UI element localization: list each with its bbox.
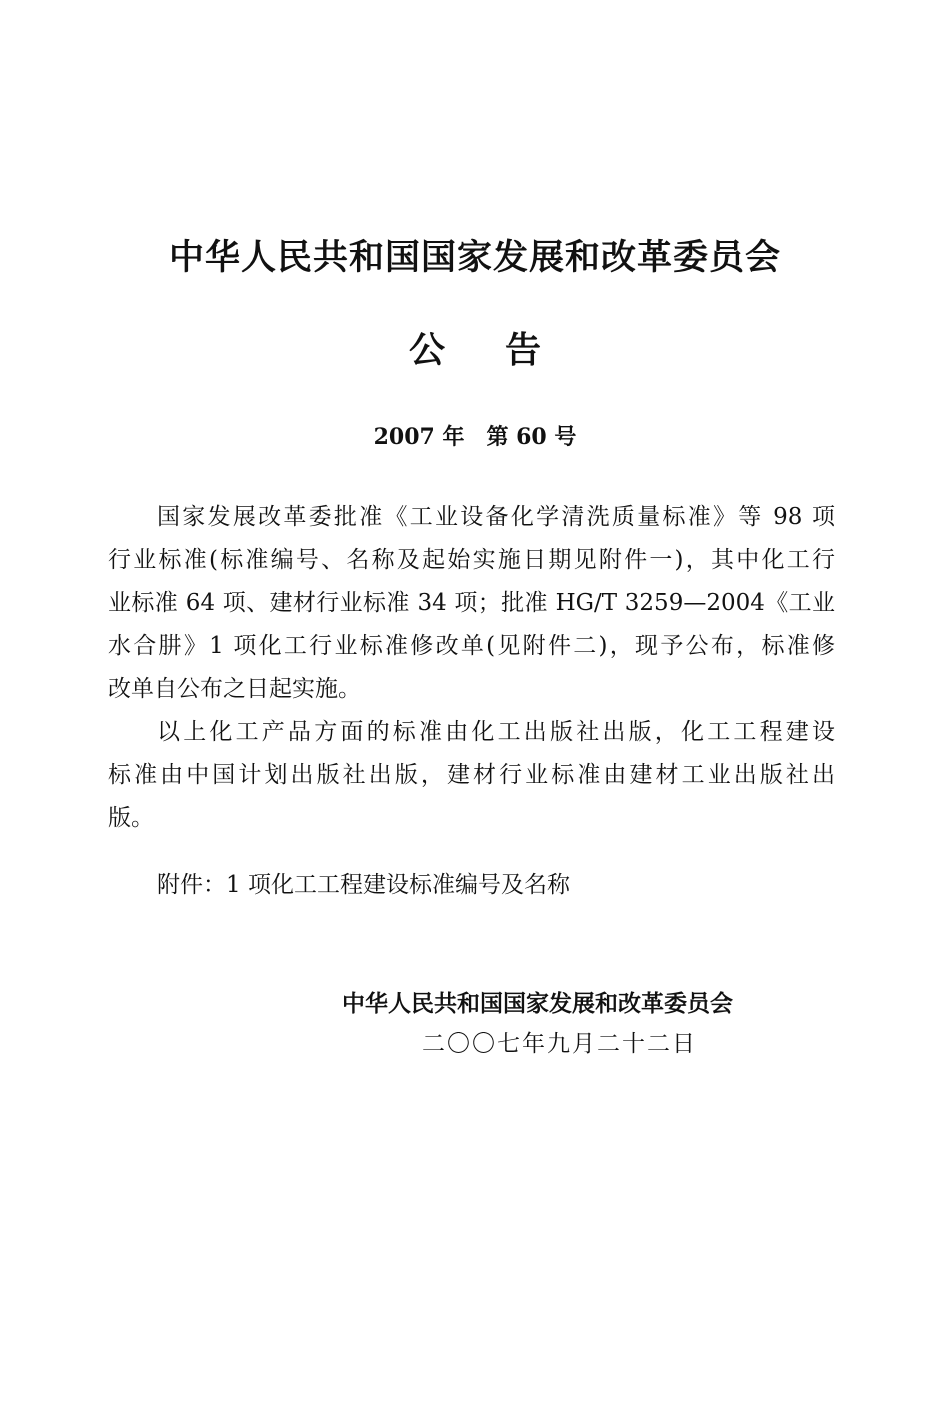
paragraph-2-line: 版。: [108, 805, 154, 831]
announcement-number: 2007 年 第 60 号: [373, 424, 577, 450]
issue-date: 二〇〇七年九月二十二日: [422, 1031, 697, 1057]
paragraph-2-line: 以上化工产品方面的标准由化工出版社出版，化工工程建设: [157, 719, 835, 745]
paragraph-1-line: 行业标准(标准编号、名称及起始实施日期见附件一)，其中化工行: [108, 547, 835, 573]
document-subtitle: 公告: [408, 330, 601, 371]
attachment-line: 附件：1 项化工工程建设标准编号及名称: [157, 872, 570, 898]
paragraph-1-line: 业标准 64 项、建材行业标准 34 项；批准 HG/T 3259—2004《工业: [108, 590, 835, 616]
paragraph-1-line: 改单自公布之日起实施。: [108, 676, 361, 702]
paragraph-1-line: 国家发展改革委批准《工业设备化学清洗质量标准》等 98 项: [157, 504, 835, 530]
document-title: 中华人民共和国国家发展和改革委员会: [168, 238, 781, 278]
paragraph-1-line: 水合肼》1 项化工行业标准修改单(见附件二)，现予公布，标准修: [108, 633, 835, 659]
paragraph-2-line: 标准由中国计划出版社出版，建材行业标准由建材工业出版社出: [108, 762, 835, 788]
issuer-signature: 中华人民共和国国家发展和改革委员会: [342, 991, 733, 1017]
